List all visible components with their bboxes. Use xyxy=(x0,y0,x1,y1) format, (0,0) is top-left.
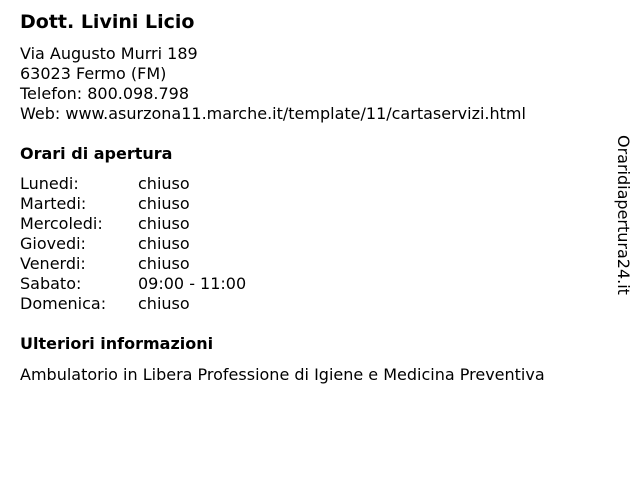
day-label: Mercoledi: xyxy=(20,214,103,233)
hours-value: chiuso xyxy=(138,234,190,253)
day-label: Sabato: xyxy=(20,274,82,293)
hours-row-friday xyxy=(20,254,340,274)
website-link[interactable]: Web: www.asurzona11.marche.it/template/11/cartaservizi.html xyxy=(20,104,526,123)
further-info-heading: Ulteriori informazioni xyxy=(20,334,214,353)
phone-number: Telefon: 800.098.798 xyxy=(20,84,190,103)
day-label: Domenica: xyxy=(20,294,107,313)
hours-row-monday xyxy=(20,174,340,194)
further-info-text: Ambulatorio in Libera Professione di Igiene e Medicina Preventiva xyxy=(20,365,545,384)
hours-value: chiuso xyxy=(138,174,190,193)
day-label: Venerdi: xyxy=(20,254,86,273)
opening-hours-heading: Orari di apertura xyxy=(20,144,173,163)
hours-value: chiuso xyxy=(138,194,190,213)
hours-value: 09:00 - 11:00 xyxy=(138,274,247,293)
address-block xyxy=(20,44,526,124)
site-watermark-label: Oraridiapertura24.it xyxy=(614,135,633,295)
hours-value: chiuso xyxy=(138,294,190,313)
street-address: Via Augusto Murri 189 xyxy=(20,44,198,63)
hours-row-sunday xyxy=(20,294,340,314)
day-label: Giovedi: xyxy=(20,234,86,253)
hours-value: chiuso xyxy=(138,254,190,273)
day-label: Lunedi: xyxy=(20,174,79,193)
hours-row-saturday xyxy=(20,274,340,294)
hours-value: chiuso xyxy=(138,214,190,233)
hours-row-tuesday xyxy=(20,194,340,214)
city-address: 63023 Fermo (FM) xyxy=(20,64,167,83)
day-label: Martedi: xyxy=(20,194,87,213)
hours-row-wednesday xyxy=(20,214,340,234)
hours-row-thursday xyxy=(20,234,340,254)
page-title: Dott. Livini Licio xyxy=(20,11,195,33)
opening-hours-table xyxy=(20,174,340,314)
